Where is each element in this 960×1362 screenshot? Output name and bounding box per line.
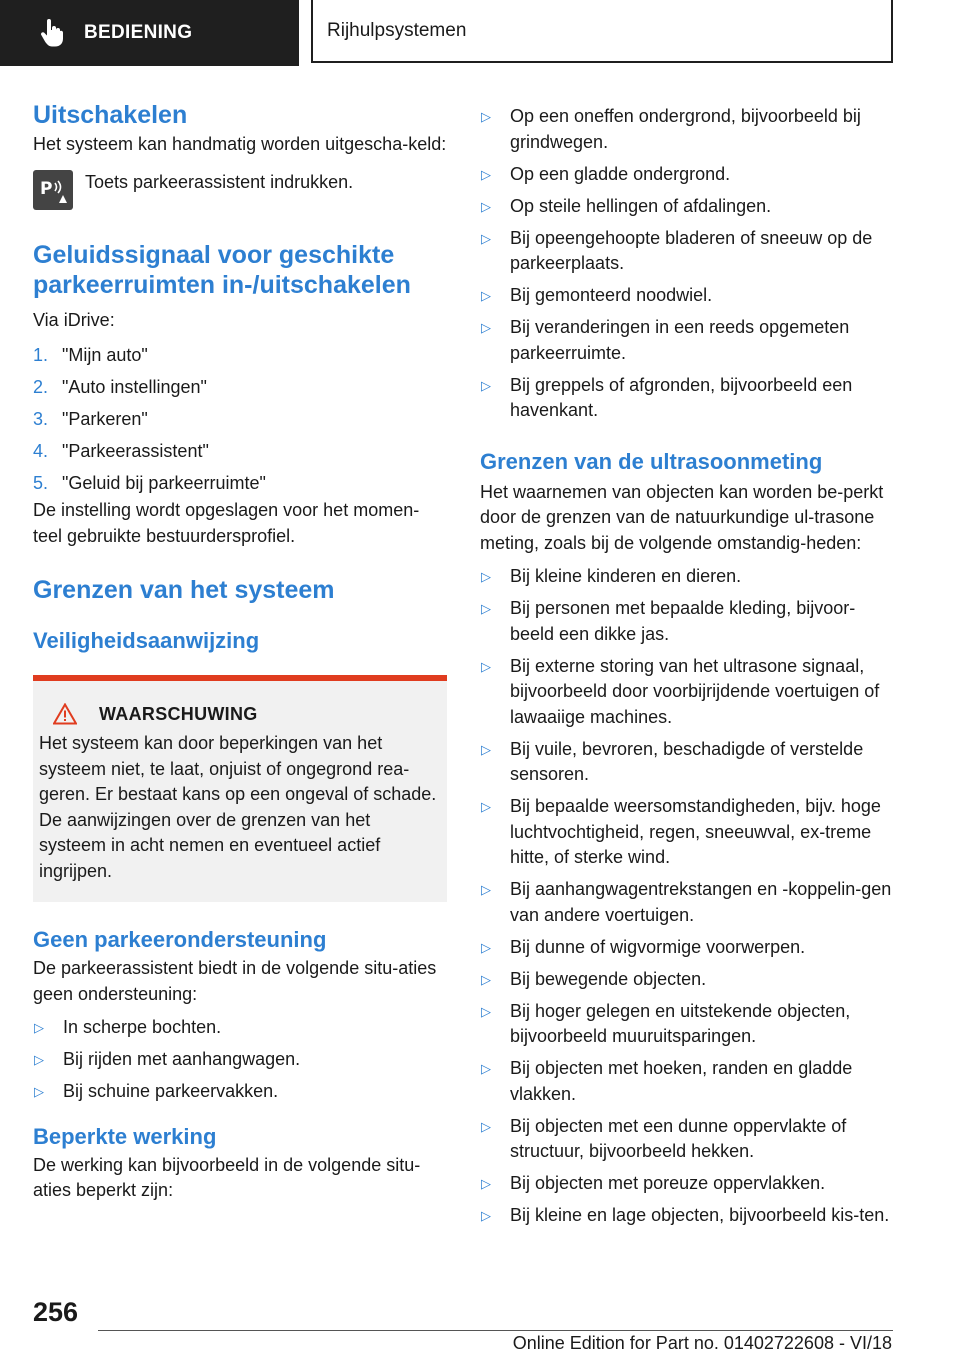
uitschakelen-text: Het systeem kan handmatig worden uitgescha-keld: bbox=[33, 134, 447, 154]
warning-text: Het systeem kan door beperkingen van het systeem niet, te laat, onjuist of ongegrond rea-geren. Er bestaat kans op een ongeval of schade. De aanwijzingen over de grenzen van het systeem in acht nemen en eventueel actief ingrijpen. bbox=[39, 733, 437, 881]
list-item: 3. "Parkeren" bbox=[33, 409, 148, 429]
list-item: ▷ Bij kleine en lage objecten, bijvoorbeeld kis-ten. bbox=[481, 1205, 890, 1225]
list-item: ▷ Bij objecten met hoeken, randen en gladde vlakken. bbox=[481, 1058, 853, 1104]
list-item: ▷ Op steile hellingen of afdalingen. bbox=[481, 195, 772, 216]
beperkte-list bbox=[480, 104, 898, 424]
idrive-intro: Via iDrive: bbox=[33, 309, 115, 330]
list-item: ▷ Bij rijden met aanhangwagen. bbox=[34, 1049, 301, 1069]
section-tab bbox=[0, 0, 299, 66]
heading-grenzen-ultrasoonmeting: Grenzen van de ultrasoonmeting bbox=[480, 448, 823, 474]
chapter-tab bbox=[311, 0, 893, 63]
hand-pointer-icon bbox=[38, 18, 66, 48]
heading-uitschakelen: Uitschakelen bbox=[33, 101, 188, 129]
footer-divider bbox=[98, 1330, 893, 1331]
list-item: ▷ Op een oneffen ondergrond, bijvoorbeeld bij grindwegen. bbox=[481, 106, 861, 152]
edition-text: Online Edition for Part no. 01402722608 - VI/18 bbox=[512, 1333, 892, 1353]
list-item: ▷ Bij dunne of wigvormige voorwerpen. bbox=[481, 936, 806, 957]
list-item: ▷ Bij veranderingen in een reeds opgemeten parkeerruimte. bbox=[481, 317, 850, 363]
heading-veiligheidsaanwijzing: Veiligheidsaanwijzing bbox=[33, 628, 260, 653]
warning-title: WAARSCHUWING bbox=[99, 703, 258, 724]
list-item: ▷ Bij kleine kinderen en dieren. bbox=[481, 566, 742, 586]
heading-geen-parkeerondersteuning: Geen parkeerondersteuning bbox=[33, 927, 327, 952]
ultra-text: Het waarnemen van objecten kan worden be-perkt door de grenzen van de natuurkundige ul-trasone meting, zoals bij de volgende omstandig-heden: bbox=[480, 481, 884, 553]
list-item: ▷ Bij personen met bepaalde kleding, bijvoor-beeld een dikke jas. bbox=[481, 598, 856, 644]
list-item: 5. "Geluid bij parkeerruimte" bbox=[33, 473, 266, 493]
parking-button-instruction bbox=[33, 170, 447, 210]
list-item: ▷ Bij vuile, bevroren, beschadigde of verstelde sensoren. bbox=[481, 738, 864, 784]
list-item: ▷ In scherpe bochten. bbox=[34, 1017, 222, 1037]
list-item: ▷ Bij objecten met een dunne oppervlakte of structuur, bijvoorbeeld hekken. bbox=[481, 1115, 847, 1161]
beperkte-text: De werking kan bijvoorbeeld in de volgende situ-aties beperkt zijn: bbox=[33, 1154, 421, 1200]
list-item: ▷ Bij bepaalde weersomstandigheden, bijv. hoge luchtvochtigheid, regen, sneeuwval, ex-treme hitte, of sterke wind. bbox=[481, 796, 881, 867]
idrive-steps bbox=[33, 343, 447, 497]
heading-grenzen-systeem: Grenzen van het systeem bbox=[33, 576, 335, 604]
chapter-title: Rijhulpsystemen bbox=[327, 19, 467, 41]
list-item: ▷ Bij aanhangwagentrekstangen en -koppelin-gen van andere voertuigen. bbox=[481, 879, 892, 925]
page-number: 256 bbox=[33, 1297, 79, 1327]
warning-triangle-icon bbox=[53, 703, 77, 725]
ultra-list bbox=[480, 564, 898, 1229]
right-column bbox=[480, 104, 898, 1235]
list-item: ▷ Op een gladde ondergrond. bbox=[481, 163, 731, 184]
section-title: BEDIENING bbox=[84, 22, 193, 43]
heading-beperkte-werking: Beperkte werking bbox=[33, 1123, 217, 1149]
list-item: ▷ Bij externe storing van het ultrasone signaal, bijvoorbeeld door voorbijrijdende voertuigen of lawaaiige machines. bbox=[481, 655, 880, 727]
profile-note: De instelling wordt opgeslagen voor het momen-teel gebruikte bestuurdersprofiel. bbox=[33, 500, 420, 546]
list-item: 4. "Parkeerassistent" bbox=[33, 441, 209, 461]
list-item: ▷ Bij greppels of afgronden, bijvoorbeeld een havenkant. bbox=[481, 374, 853, 420]
warning-box bbox=[33, 675, 447, 902]
list-item: 2. "Auto instellingen" bbox=[33, 377, 207, 397]
left-column bbox=[33, 100, 447, 1204]
list-item: ▷ Bij hoger gelegen en uitstekende objecten, bijvoorbeeld muuruitsparingen. bbox=[481, 1000, 851, 1046]
list-item: ▷ Bij schuine parkeervakken. bbox=[34, 1081, 279, 1101]
parking-assist-button-icon bbox=[33, 170, 73, 210]
list-item: ▷ Bij gemonteerd noodwiel. bbox=[481, 285, 713, 305]
list-item: ▷ Bij objecten met poreuze oppervlakken. bbox=[481, 1173, 826, 1193]
geen-text: De parkeerassistent biedt in de volgende situ-aties geen ondersteuning: bbox=[33, 958, 437, 1004]
list-item: 1. "Mijn auto" bbox=[33, 345, 148, 365]
list-item: ▷ Bij opeengehoopte bladeren of sneeuw op de parkeerplaats. bbox=[481, 227, 873, 273]
heading-geluidssignaal: Geluidssignaal voor geschikte parkeerruimten in-/uitschakelen bbox=[33, 240, 411, 299]
geen-list bbox=[33, 1015, 447, 1105]
button-instruction-text: Toets parkeerassistent indrukken. bbox=[85, 171, 354, 192]
svg-text:P: P bbox=[40, 178, 53, 199]
list-item: ▷ Bij bewegende objecten. bbox=[481, 968, 707, 989]
